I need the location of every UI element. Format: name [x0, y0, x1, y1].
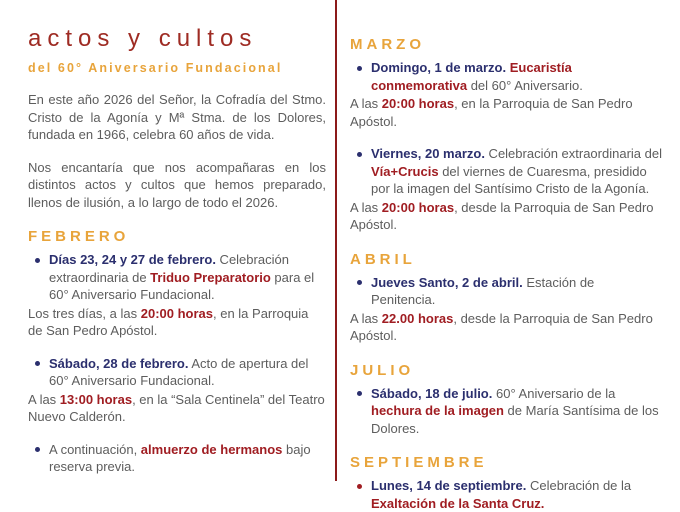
- text-segment: 60° Aniversario de la: [492, 385, 616, 401]
- intro-paragraph: En este año 2026 del Señor, la Cofradía del Stmo. Cristo de la Agonía y Mª Stma. de los Dolores, fundada en 1966, celebra 60 años de vida.: [28, 92, 326, 143]
- text-segment: , desde la Parroquia de San Pedro Apóstol.: [350, 310, 653, 343]
- text-segment: 20:00 horas: [381, 199, 455, 215]
- text-segment: Sábado, 28 de febrero.: [49, 355, 189, 371]
- text-segment: 20:00 horas: [140, 305, 213, 321]
- text-segment: hechura de la imagen: [371, 403, 504, 418]
- text-segment: Celebración extraordinaria de: [49, 252, 289, 285]
- month-section-abril: [350, 251, 662, 345]
- text-segment: Eucaristía conmemorativa: [371, 60, 572, 93]
- month-heading: JULIO: [350, 361, 415, 379]
- bullet-icon: [35, 258, 40, 263]
- month-heading: SEPTIEMBRE: [350, 454, 488, 471]
- event-item: [28, 355, 326, 390]
- text-segment: A las: [350, 96, 382, 111]
- text-segment: Acto de apertura del 60° Aniversario Fundacional.: [49, 355, 309, 389]
- month-heading: MARZO: [350, 36, 425, 53]
- text-segment: Viernes, 20 marzo.: [371, 146, 485, 161]
- event-item: [28, 441, 326, 476]
- text-segment: Los tres días, a las: [28, 305, 141, 321]
- text-segment: , en la Parroquia de San Pedro Apóstol.: [28, 305, 309, 339]
- text-segment: Celebración de la: [526, 478, 632, 493]
- text-segment: almuerzo de hermanos: [140, 441, 283, 457]
- left-column: [28, 0, 326, 476]
- text-segment: A continuación,: [49, 441, 141, 457]
- text-segment: , en la “Sala Centinela” del Teatro Nuevo Calderón.: [28, 391, 325, 425]
- schedule-note: [28, 391, 326, 426]
- text-segment: bajo reserva previa.: [49, 441, 311, 475]
- text-segment: Celebración extraordinaria del: [484, 146, 662, 161]
- bullet-icon: [357, 280, 362, 285]
- page-title: actos y cultos: [28, 25, 258, 52]
- text-segment: Estación de Penitencia.: [371, 274, 595, 307]
- bullet-icon: [357, 391, 362, 396]
- schedule-note: [350, 199, 662, 234]
- bullet-icon: [357, 152, 362, 157]
- text-segment: Lunes, 14 de septiembre.: [371, 478, 527, 493]
- bullet-icon: [357, 484, 362, 489]
- event-item: [350, 59, 662, 94]
- text-segment: , desde la Parroquia de San Pedro Apóstol.: [350, 199, 654, 232]
- month-heading: ABRIL: [350, 250, 416, 268]
- schedule-note: [350, 310, 662, 345]
- text-segment: Exaltación de la Santa Cruz.: [371, 495, 545, 511]
- vertical-divider: [335, 0, 337, 481]
- schedule-note: [28, 305, 326, 340]
- month-section-marzo: [350, 36, 662, 234]
- event-item: [350, 274, 662, 309]
- right-column: [350, 0, 662, 512]
- bullet-icon: [35, 361, 40, 366]
- intro-paragraphs: [28, 91, 326, 211]
- text-segment: para el 60° Aniversario Fundacional.: [49, 269, 315, 303]
- text-segment: Días 23, 24 y 27 de febrero.: [49, 252, 216, 268]
- text-segment: 22.00 horas: [381, 310, 454, 326]
- text-segment: A las: [28, 391, 60, 407]
- event-item: [350, 385, 662, 438]
- month-section-febrero: [28, 228, 326, 476]
- schedule-note: [350, 95, 662, 130]
- intro-paragraph: Nos encantaría que nos acompañaras en los distintos actos y cultos que hemos preparado, llenos de ilusión, a lo largo de todo el 2026.: [28, 159, 326, 210]
- month-heading: FEBRERO: [28, 228, 130, 246]
- event-item: [350, 145, 662, 198]
- text-segment: A las: [350, 199, 382, 215]
- text-segment: A las: [350, 310, 382, 326]
- right-sections-container: [350, 36, 662, 512]
- text-segment: Domingo, 1 de marzo.: [371, 60, 507, 75]
- text-segment: 20:00 horas: [381, 96, 455, 111]
- text-segment: 13:00 horas: [59, 391, 133, 407]
- text-segment: Vía+Crucis: [371, 163, 439, 179]
- left-sections-container: [28, 228, 326, 476]
- text-segment: , en la Parroquia de San Pedro Apóstol.: [350, 96, 633, 129]
- event-item: [28, 251, 326, 304]
- text-segment: de María Santísima de los Dolores.: [371, 403, 659, 436]
- month-section-septiembre: [350, 454, 662, 512]
- bullet-icon: [357, 66, 362, 71]
- text-segment: Jueves Santo, 2 de abril.: [371, 274, 523, 290]
- page-subtitle: del 60° Aniversario Fundacional: [28, 61, 283, 76]
- bullet-icon: [35, 447, 40, 452]
- event-item: [350, 477, 662, 512]
- text-segment: Triduo Preparatorio: [150, 269, 271, 285]
- text-segment: del 60° Aniversario.: [467, 77, 583, 93]
- text-segment: Sábado, 18 de julio.: [371, 385, 493, 401]
- month-section-julio: [350, 362, 662, 438]
- text-segment: del viernes de Cuaresma, presidido por la imagen del Santísimo Cristo de la Agonía.: [371, 163, 650, 196]
